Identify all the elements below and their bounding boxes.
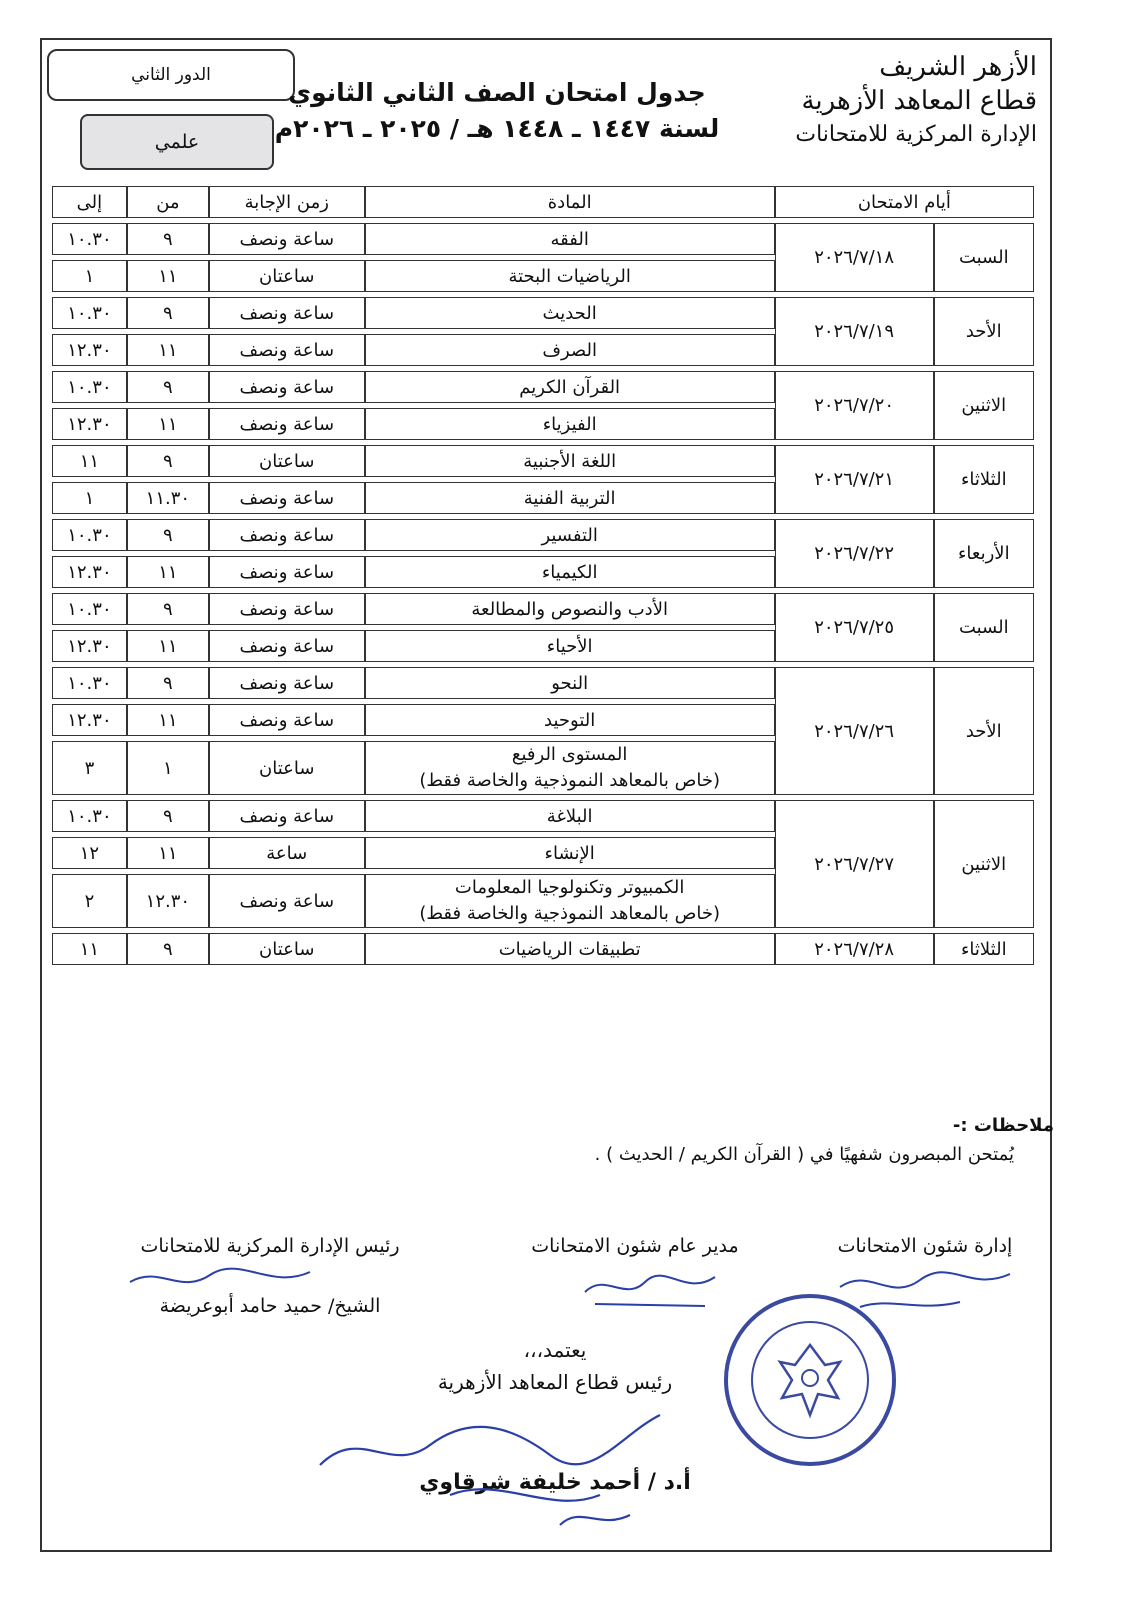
- duration-cell: ساعتان: [209, 933, 365, 965]
- subject-cell: [365, 371, 775, 403]
- start-time-cell: ١١.٣٠: [127, 482, 209, 514]
- table-row: [52, 371, 1034, 403]
- duration-cell: ساعة ونصف: [209, 297, 365, 329]
- subject-name: التوحيد: [544, 709, 596, 731]
- subject-name: الحديث: [542, 302, 597, 324]
- subject-name: الأحياء: [546, 635, 593, 657]
- subject-note: (خاص بالمعاهد النموذجية والخاصة فقط): [419, 903, 720, 924]
- exam-date: ٢٠٢٦/٧/٢٧: [775, 800, 934, 928]
- exam-day: الأربعاء: [934, 519, 1034, 588]
- start-time-cell: ١: [127, 741, 209, 795]
- subject-name: الكمبيوتر وتكنولوجيا المعلومات: [454, 877, 685, 898]
- duration-cell: ساعة ونصف: [209, 593, 365, 625]
- duration-cell: ساعة ونصف: [209, 556, 365, 588]
- duration-cell: ساعة ونصف: [209, 874, 365, 928]
- table-row: [52, 667, 1034, 699]
- end-time-cell: ١٢.٣٠: [52, 408, 127, 440]
- start-time-cell: ٩: [127, 297, 209, 329]
- exam-date: ٢٠٢٦/٧/٢٠: [775, 371, 934, 440]
- subject-cell: [365, 482, 775, 514]
- duration-cell: ساعتان: [209, 741, 365, 795]
- subject-cell: [365, 223, 775, 255]
- end-time-cell: ١٢: [52, 837, 127, 869]
- table-row: [52, 223, 1034, 255]
- subject-cell: [365, 593, 775, 625]
- exam-date: ٢٠٢٦/٧/٢٦: [775, 667, 934, 795]
- signature-title: رئيس الإدارة المركزية للامتحانات: [140, 1235, 400, 1257]
- end-time-cell: ١٢.٣٠: [52, 704, 127, 736]
- end-time-cell: ١٠.٣٠: [52, 223, 127, 255]
- exam-date: ٢٠٢٦/٧/٢١: [775, 445, 934, 514]
- header-days: أيام الامتحان: [775, 186, 1034, 218]
- table-row: [52, 297, 1034, 329]
- table-row: [52, 593, 1034, 625]
- subject-name: النحو: [551, 672, 589, 694]
- end-time-cell: ١١: [52, 445, 127, 477]
- official-stamp-icon: [720, 1290, 900, 1470]
- start-time-cell: ١١: [127, 704, 209, 736]
- subject-name: الصرف: [542, 339, 597, 361]
- exam-day: الأحد: [934, 667, 1034, 795]
- start-time-cell: ٩: [127, 519, 209, 551]
- start-time-cell: ١١: [127, 556, 209, 588]
- exam-date: ٢٠٢٦/٧/٢٢: [775, 519, 934, 588]
- table-row: [52, 445, 1034, 477]
- exam-date: ٢٠٢٦/٧/٢٥: [775, 593, 934, 662]
- exam-day: الأحد: [934, 297, 1034, 366]
- duration-cell: ساعة: [209, 837, 365, 869]
- end-time-cell: ١٢.٣٠: [52, 630, 127, 662]
- subject-cell: [365, 837, 775, 869]
- exam-date: ٢٠٢٦/٧/٢٨: [775, 933, 934, 965]
- duration-cell: ساعة ونصف: [209, 371, 365, 403]
- table-header-row: [52, 186, 1034, 218]
- end-time-cell: ١٠.٣٠: [52, 519, 127, 551]
- signature-general-manager: [490, 1235, 780, 1257]
- start-time-cell: ٩: [127, 667, 209, 699]
- duration-cell: ساعتان: [209, 445, 365, 477]
- subject-cell: [365, 704, 775, 736]
- end-time-cell: ١٠.٣٠: [52, 593, 127, 625]
- table-row: [52, 800, 1034, 832]
- start-time-cell: ٩: [127, 445, 209, 477]
- end-time-cell: ١٠.٣٠: [52, 297, 127, 329]
- subject-name: الإنشاء: [544, 842, 595, 864]
- schedule-body: [52, 223, 1034, 965]
- end-time-cell: ١٢.٣٠: [52, 556, 127, 588]
- subject-cell: [365, 260, 775, 292]
- start-time-cell: ٩: [127, 800, 209, 832]
- exam-day: الثلاثاء: [934, 445, 1034, 514]
- exam-schedule-table: [52, 181, 1034, 970]
- start-time-cell: ١١: [127, 260, 209, 292]
- section-box: [80, 114, 274, 170]
- duration-cell: ساعة ونصف: [209, 482, 365, 514]
- subject-cell: [365, 408, 775, 440]
- duration-cell: ساعة ونصف: [209, 630, 365, 662]
- signature-name: الشيخ/ حميد حامد أبوعريضة: [159, 1295, 381, 1317]
- handwritten-signature: [300, 1405, 670, 1535]
- signature-title: إدارة شئون الامتحانات: [837, 1235, 1013, 1257]
- end-time-cell: ١: [52, 482, 127, 514]
- notes-heading: ملاحظات :-: [952, 1115, 1054, 1136]
- header-duration: زمن الإجابة: [209, 186, 365, 218]
- notes-line: يُمتحن المبصرون شفهيًا في ( القرآن الكريم / الحديث ) .: [594, 1144, 1014, 1165]
- start-time-cell: ١٢.٣٠: [127, 874, 209, 928]
- end-time-cell: ٢: [52, 874, 127, 928]
- exam-day: الاثنين: [934, 371, 1034, 440]
- subject-name: التربية الفنية: [523, 487, 616, 509]
- exam-day: السبت: [934, 593, 1034, 662]
- header-to: إلى: [52, 186, 127, 218]
- section-label: علمي: [154, 131, 200, 153]
- duration-cell: ساعة ونصف: [209, 800, 365, 832]
- subject-cell: [365, 445, 775, 477]
- subject-cell: [365, 556, 775, 588]
- subject-name: الفقه: [550, 228, 589, 250]
- approval-label: يعتمد،،،: [523, 1338, 587, 1362]
- start-time-cell: ١١: [127, 334, 209, 366]
- logo-line-2: قطاع المعاهد الأزهرية: [801, 86, 1037, 116]
- subject-name: تطبيقات الرياضيات: [498, 938, 641, 960]
- start-time-cell: ١١: [127, 408, 209, 440]
- sector-head-name: أ.د / أحمد خليفة شرقاوي: [419, 1470, 691, 1495]
- signature-exams-admin: [820, 1235, 1030, 1257]
- start-time-cell: ٩: [127, 223, 209, 255]
- duration-cell: ساعة ونصف: [209, 334, 365, 366]
- logo-line-3: الإدارة المركزية للامتحانات: [795, 122, 1037, 147]
- exam-round-box: [47, 49, 295, 101]
- handwritten-signature: [575, 1262, 725, 1312]
- subject-cell: [365, 800, 775, 832]
- subject-name: المستوى الرفيع: [511, 744, 628, 765]
- duration-cell: ساعة ونصف: [209, 519, 365, 551]
- start-time-cell: ٩: [127, 593, 209, 625]
- azhar-logo-text: [775, 50, 1037, 152]
- exam-day: الثلاثاء: [934, 933, 1034, 965]
- end-time-cell: ١٠.٣٠: [52, 371, 127, 403]
- header-from: من: [127, 186, 209, 218]
- end-time-cell: ١٢.٣٠: [52, 334, 127, 366]
- subject-cell: [365, 297, 775, 329]
- subject-note: (خاص بالمعاهد النموذجية والخاصة فقط): [419, 770, 720, 791]
- page-title: جدول امتحان الصف الثاني الثانوي: [288, 78, 706, 107]
- sector-head-title: رئيس قطاع المعاهد الأزهرية: [437, 1370, 673, 1394]
- start-time-cell: ١١: [127, 630, 209, 662]
- start-time-cell: ١١: [127, 837, 209, 869]
- subject-cell: [365, 933, 775, 965]
- end-time-cell: ١٠.٣٠: [52, 800, 127, 832]
- start-time-cell: ٩: [127, 371, 209, 403]
- end-time-cell: ١: [52, 260, 127, 292]
- table-row: [52, 933, 1034, 965]
- subject-name: التفسير: [541, 524, 598, 546]
- subject-cell: [365, 519, 775, 551]
- end-time-cell: ٣: [52, 741, 127, 795]
- subject-cell: [365, 874, 775, 928]
- end-time-cell: ١١: [52, 933, 127, 965]
- table-row: [52, 519, 1034, 551]
- handwritten-signature: [120, 1260, 320, 1300]
- exam-date: ٢٠٢٦/٧/١٩: [775, 297, 934, 366]
- subject-name: اللغة الأجنبية: [523, 450, 617, 472]
- header-subject: المادة: [365, 186, 775, 218]
- subject-cell: [365, 630, 775, 662]
- logo-line-1: الأزهر الشريف: [879, 52, 1037, 82]
- subject-name: الأدب والنصوص والمطالعة: [471, 598, 668, 620]
- subject-cell: [365, 667, 775, 699]
- end-time-cell: ١٠.٣٠: [52, 667, 127, 699]
- subject-name: الفيزياء: [542, 413, 597, 435]
- subject-cell: [365, 334, 775, 366]
- exam-date: ٢٠٢٦/٧/١٨: [775, 223, 934, 292]
- duration-cell: ساعة ونصف: [209, 408, 365, 440]
- subject-name: الكيمياء: [541, 561, 598, 583]
- subject-name: البلاغة: [546, 805, 593, 827]
- exam-round-label: الدور الثاني: [131, 65, 211, 85]
- approval-block: [390, 1338, 720, 1402]
- notes-section: [595, 1115, 1054, 1165]
- subject-name: الرياضيات البحتة: [508, 265, 631, 287]
- exam-day: الاثنين: [934, 800, 1034, 928]
- duration-cell: ساعة ونصف: [209, 704, 365, 736]
- subject-cell: [365, 741, 775, 795]
- start-time-cell: ٩: [127, 933, 209, 965]
- duration-cell: ساعة ونصف: [209, 223, 365, 255]
- signature-title: مدير عام شئون الامتحانات: [531, 1235, 739, 1257]
- duration-cell: ساعة ونصف: [209, 667, 365, 699]
- academic-year: لسنة ١٤٤٧ ـ ١٤٤٨ هـ / ٢٠٢٥ ـ ٢٠٢٦م: [274, 114, 720, 143]
- subject-name: القرآن الكريم: [519, 376, 621, 398]
- duration-cell: ساعتان: [209, 260, 365, 292]
- exam-day: السبت: [934, 223, 1034, 292]
